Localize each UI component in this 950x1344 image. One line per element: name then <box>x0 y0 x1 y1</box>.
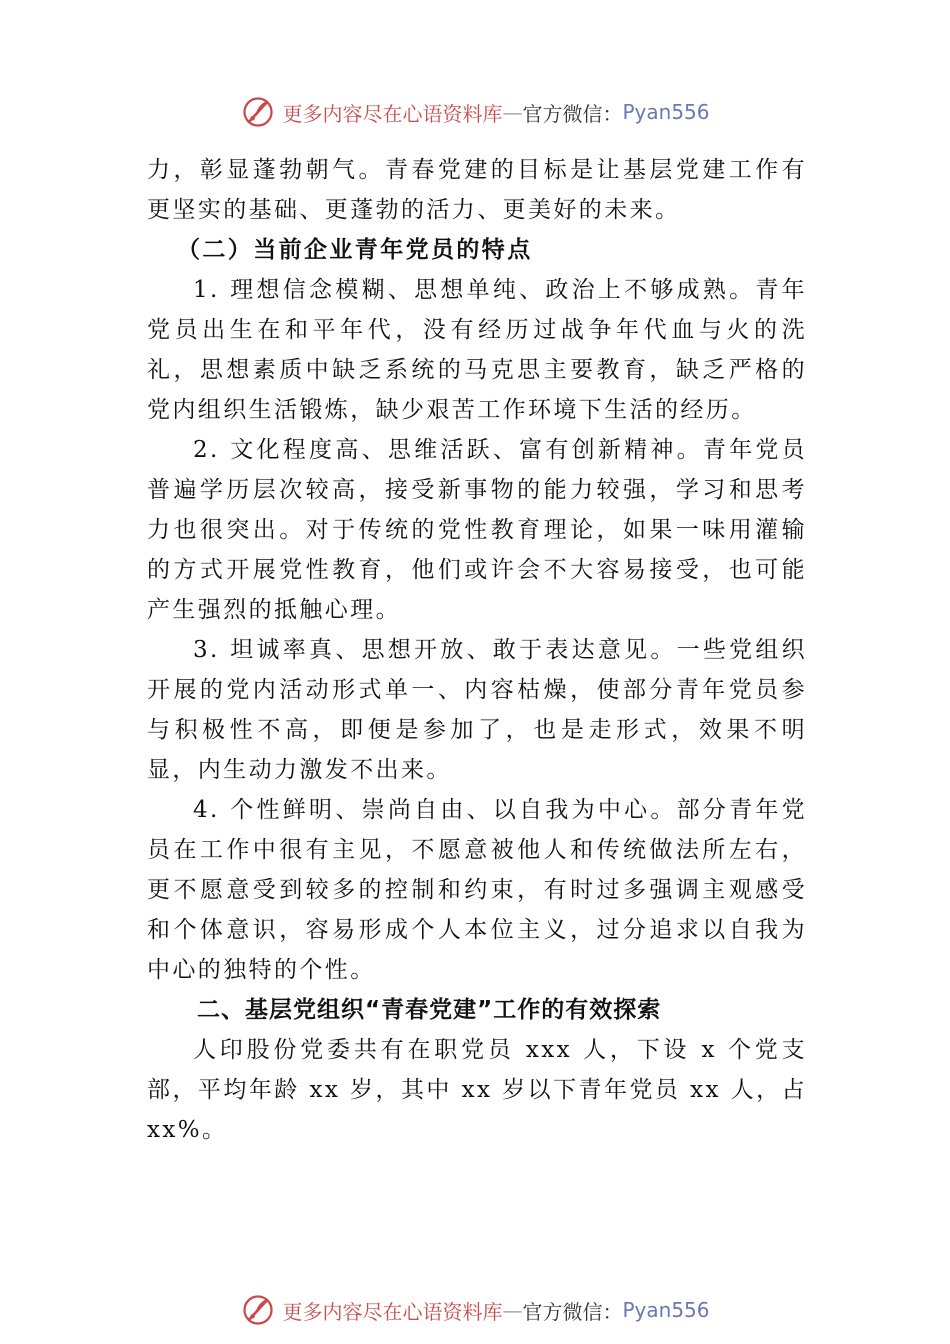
watermark-wechat-id: Pyan556 <box>622 100 710 124</box>
paragraph-continuation: 力，彰显蓬勃朝气。青春党建的目标是让基层党建工作有更坚实的基础、更蓬勃的活力、更美好的未来。 <box>147 157 807 223</box>
watermark-header <box>0 92 950 132</box>
subheading-characteristics: （二）当前企业青年党员的特点 <box>177 236 533 263</box>
quill-logo-icon <box>240 94 276 130</box>
document-body <box>147 150 807 1150</box>
watermark-text: 更多内容尽在心语资料库 <box>282 101 503 126</box>
watermark-wechat-label: 官方微信： <box>522 1299 623 1324</box>
quill-logo-icon <box>240 1292 276 1328</box>
paragraph-point-3: 3. 坦诚率真、思想开放、敢于表达意见。一些党组织开展的党内活动形式单一、内容枯燥，使部分青年党员参与积极性不高，即便是参加了，也是走形式，效果不明显，内生动力激发不出来。 <box>147 637 807 783</box>
paragraph-statistics: 人印股份党委共有在职党员 xxx 人，下设 x 个党支部，平均年龄 xx 岁，其中 xx 岁以下青年党员 xx 人，占 xx%。 <box>147 1037 807 1143</box>
watermark-footer <box>0 1290 950 1330</box>
paragraph-point-1: 1. 理想信念模糊、思想单纯、政治上不够成熟。青年党员出生在和平年代，没有经历过战争年代血与火的洗礼，思想素质中缺乏系统的马克思主要教育，缺乏严格的党内组织生活锻炼，缺少艰苦工作环境下生活的经历。 <box>147 277 807 423</box>
section-heading-exploration: 二、基层党组织“青春党建”工作的有效探索 <box>197 997 662 1023</box>
paragraph-point-2: 2. 文化程度高、思维活跃、富有创新精神。青年党员普遍学历层次较高，接受新事物的能力较强，学习和思考力也很突出。对于传统的党性教育理论，如果一味用灌输的方式开展党性教育，他们或许会不大容易接受，也可能产生强烈的抵触心理。 <box>147 437 807 623</box>
paragraph-point-4: 4. 个性鲜明、崇尚自由、以自我为中心。部分青年党员在工作中很有主见，不愿意被他人和传统做法所左右，更不愿意受到较多的控制和约束，有时过多强调主观感受和个体意识，容易形成个人本位主义，过分追求以自我为中心的独特的个性。 <box>147 797 807 983</box>
watermark-separator: — <box>502 1298 523 1322</box>
watermark-wechat-id: Pyan556 <box>622 1298 710 1322</box>
watermark-text: 更多内容尽在心语资料库 <box>282 1299 503 1324</box>
watermark-wechat-label: 官方微信： <box>522 101 623 126</box>
watermark-separator: — <box>502 100 523 124</box>
